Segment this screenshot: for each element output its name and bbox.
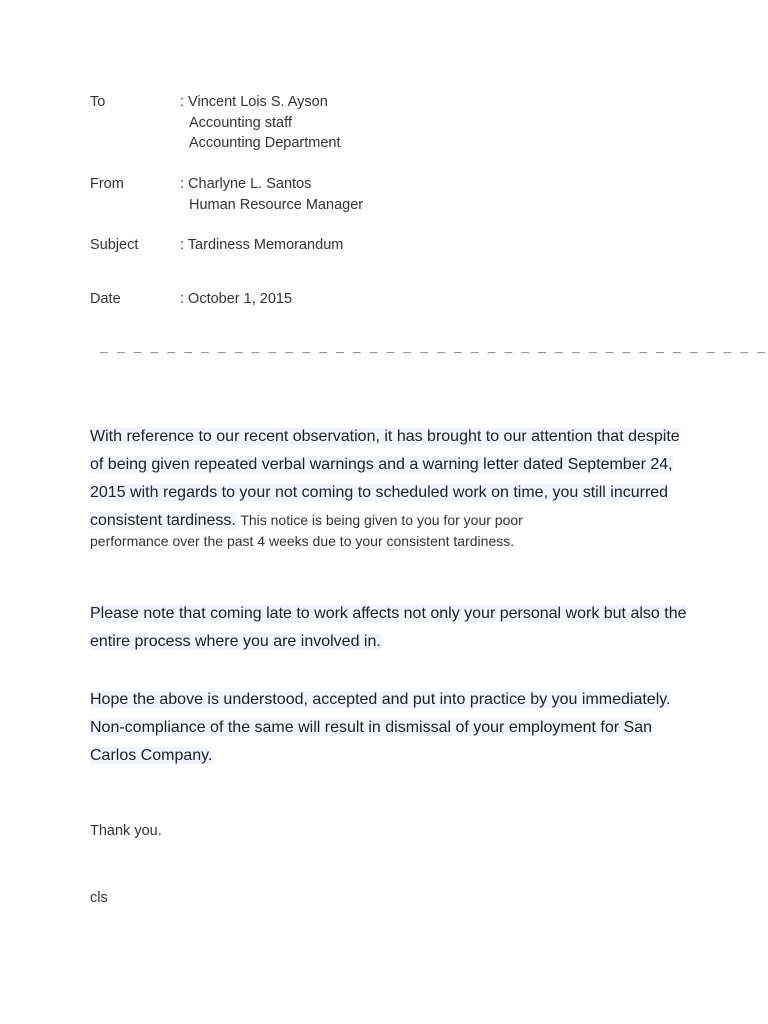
to-name: : Vincent Lois S. Ayson — [180, 94, 328, 110]
from-name: : Charlyne L. Santos — [180, 176, 312, 192]
paragraph-2-text: Please note that coming late to work affects not only your personal work but also the entire process where you are involved in. — [90, 605, 687, 650]
from-label: From — [90, 176, 124, 192]
from-position: Human Resource Manager — [189, 196, 364, 213]
subject-value — [180, 235, 343, 256]
to-department: Accounting Department — [189, 135, 341, 151]
paragraph-1 — [90, 423, 690, 535]
date-text: : October 1, 2015 — [180, 291, 293, 307]
subject-label: Subject — [90, 237, 139, 253]
paragraph-2 — [90, 600, 690, 656]
to-label: To — [90, 94, 106, 110]
to-value — [180, 92, 341, 154]
to-position: Accounting staff — [189, 114, 292, 131]
from-value — [180, 174, 363, 215]
paragraph-3-text: Hope the above is understood, accepted and put into practice by you immediately. Non-compliance of the same will result in dismissal of your employment for San Carlos Company. — [90, 691, 671, 764]
date-label: Date — [90, 291, 121, 307]
paragraph-3 — [90, 686, 690, 770]
closing-text: Thank you. — [90, 823, 162, 839]
paragraph-1-tail-b: performance over the past 4 weeks due to your consistent tardiness. — [90, 533, 515, 549]
sender-initials: cls — [90, 890, 108, 906]
header-divider: _ _ _ _ _ _ _ _ _ _ _ _ _ _ _ _ _ _ _ _ _ _ _ _ _ _ _ _ _ _ _ _ _ _ _ _ _ _ _ _ — [100, 339, 766, 354]
subject-text: : Tardiness Memorandum — [180, 237, 344, 253]
paragraph-1-main: With reference to our recent observation, it has brought to our attention that despite of being given repeated verbal warnings and a warning letter dated September 24, 2015 with regards to your not coming to scheduled work on time, you still incurred consistent tardiness. — [90, 428, 680, 529]
paragraph-1-tail-a: This notice is being given to you for your poor — [240, 512, 523, 528]
date-value — [180, 289, 292, 310]
